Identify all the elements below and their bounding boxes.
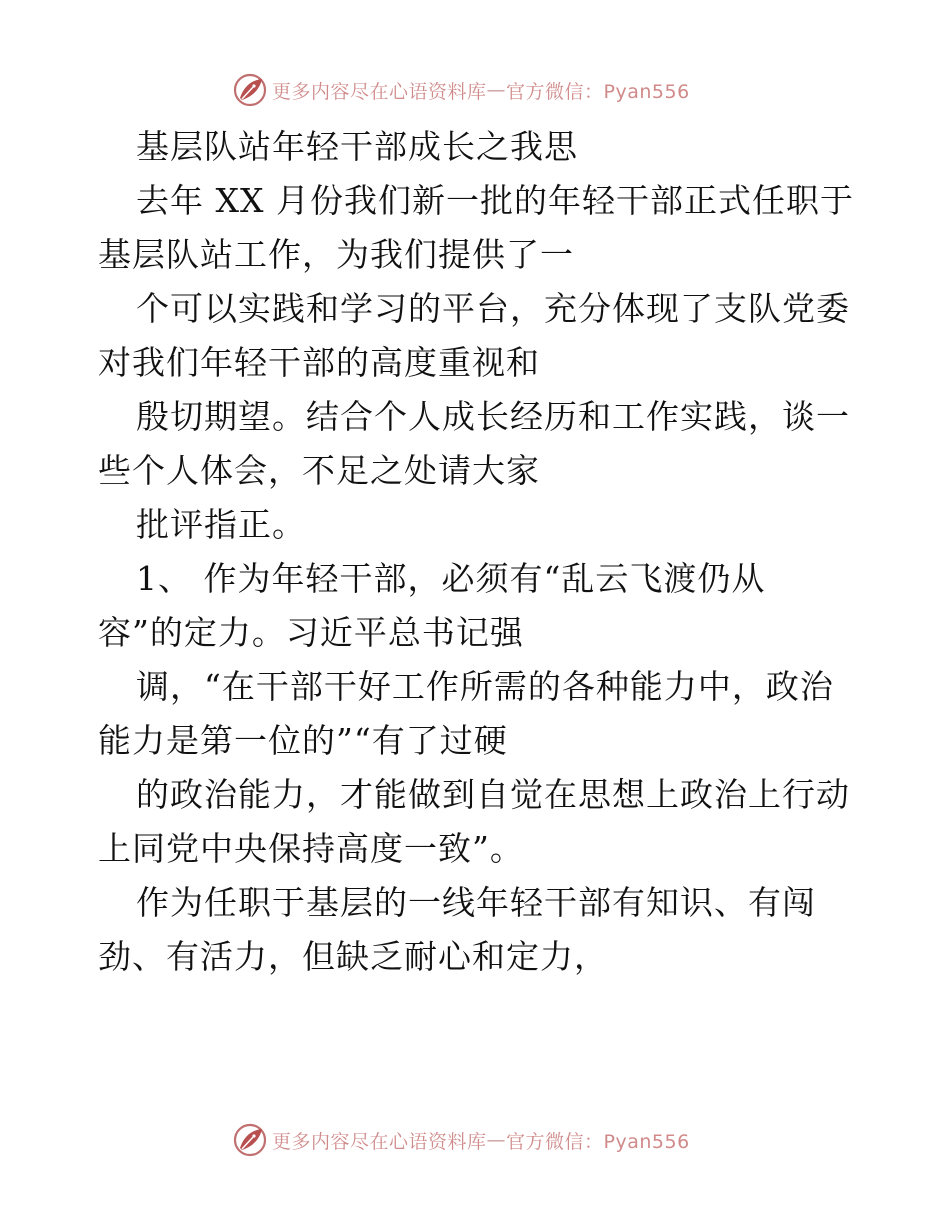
watermark-separator: — (486, 1129, 507, 1151)
pen-nib-icon (232, 72, 268, 108)
pen-nib-icon (232, 1122, 268, 1158)
text-line: 些个人体会，不足之处请大家 (98, 451, 540, 490)
document-body (98, 120, 858, 984)
document-title: 基层队站年轻干部成长之我思 (136, 127, 578, 166)
section-heading: 1、 作为年轻干部，必须有“乱云飞渡仍从 (136, 559, 766, 598)
watermark-text: 更多内容尽在心语资料库 (272, 1130, 487, 1153)
watermark-contact: 官方微信：Pyan556 (506, 1130, 690, 1153)
text-line: 批评指正。 (136, 505, 306, 544)
text-line: 作为任职于基层的一线年轻干部有知识、有闯 (136, 883, 816, 922)
text-line: 能力是第一位的”“有了过硬 (98, 721, 508, 760)
text-line: 去年 XX 月份我们新一批的年轻干部正式任职于 (136, 181, 854, 220)
watermark-footer (232, 1120, 690, 1160)
text-line: 调，“在干部干好工作所需的各种能力中，政治 (136, 667, 834, 706)
text-line: 的政治能力，才能做到自觉在思想上政治上行动 (136, 775, 850, 814)
text-line: 对我们年轻干部的高度重视和 (98, 343, 540, 382)
watermark-separator: — (486, 79, 507, 101)
text-line: 殷切期望。结合个人成长经历和工作实践，谈一 (136, 397, 850, 436)
text-line: 基层队站工作，为我们提供了一 (98, 235, 574, 274)
text-line: 容”的定力。习近平总书记强 (98, 613, 524, 652)
watermark-contact: 官方微信：Pyan556 (506, 80, 690, 103)
watermark-text: 更多内容尽在心语资料库 (272, 80, 487, 103)
text-line: 劲、有活力，但缺乏耐心和定力， (98, 937, 608, 976)
text-line: 上同党中央保持高度一致”。 (98, 829, 524, 868)
text-line: 个可以实践和学习的平台，充分体现了支队党委 (136, 289, 850, 328)
watermark-header (232, 70, 690, 110)
